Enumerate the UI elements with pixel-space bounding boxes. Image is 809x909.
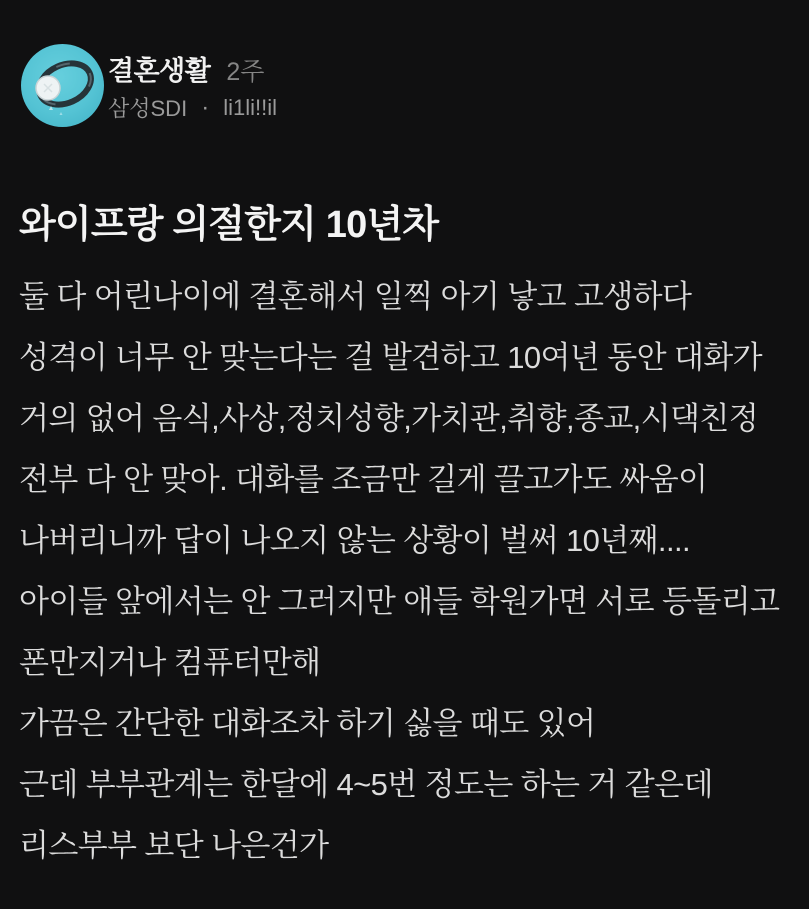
- body-line: 리스부부 보단 나은건가: [19, 828, 329, 863]
- post-body: [19, 266, 799, 876]
- body-line: 나버리니까 답이 나오지 않는 상황이 벌써 10년째....: [19, 523, 690, 558]
- body-line: 가끔은 간단한 대화조차 하기 싫을 때도 있어: [19, 706, 596, 741]
- post-time: 2주: [226, 58, 265, 86]
- author-company[interactable]: 삼성SDI: [108, 96, 188, 121]
- author-id: li1li!!il: [223, 94, 277, 120]
- diamond-ring-icon: [21, 44, 104, 127]
- body-line: 근데 부부관계는 한달에 4~5번 정도는 하는 거 같은데: [19, 767, 713, 802]
- body-line: 전부 다 안 맞아. 대화를 조금만 길게 끌고가도 싸움이: [19, 462, 708, 497]
- body-line: 둘 다 어린나이에 결혼해서 일찍 아기 낳고 고생하다: [19, 279, 692, 314]
- post-title: 와이프랑 의절한지 10년차: [19, 204, 439, 246]
- author-nickname[interactable]: 결혼생활: [108, 56, 211, 86]
- author-meta-row: [108, 92, 277, 123]
- avatar[interactable]: [21, 44, 104, 127]
- body-line: 아이들 앞에서는 안 그러지만 애들 학원가면 서로 등돌리고: [19, 584, 780, 619]
- meta-separator: ·: [201, 93, 210, 121]
- body-line: 거의 없어 음식,사상,정치성향,가치관,취향,종교,시댁친정: [19, 401, 759, 436]
- body-line: 폰만지거나 컴퓨터만해: [19, 645, 321, 680]
- author-row: [108, 49, 264, 88]
- body-line: 성격이 너무 안 맞는다는 걸 발견하고 10여년 동안 대화가: [19, 340, 762, 375]
